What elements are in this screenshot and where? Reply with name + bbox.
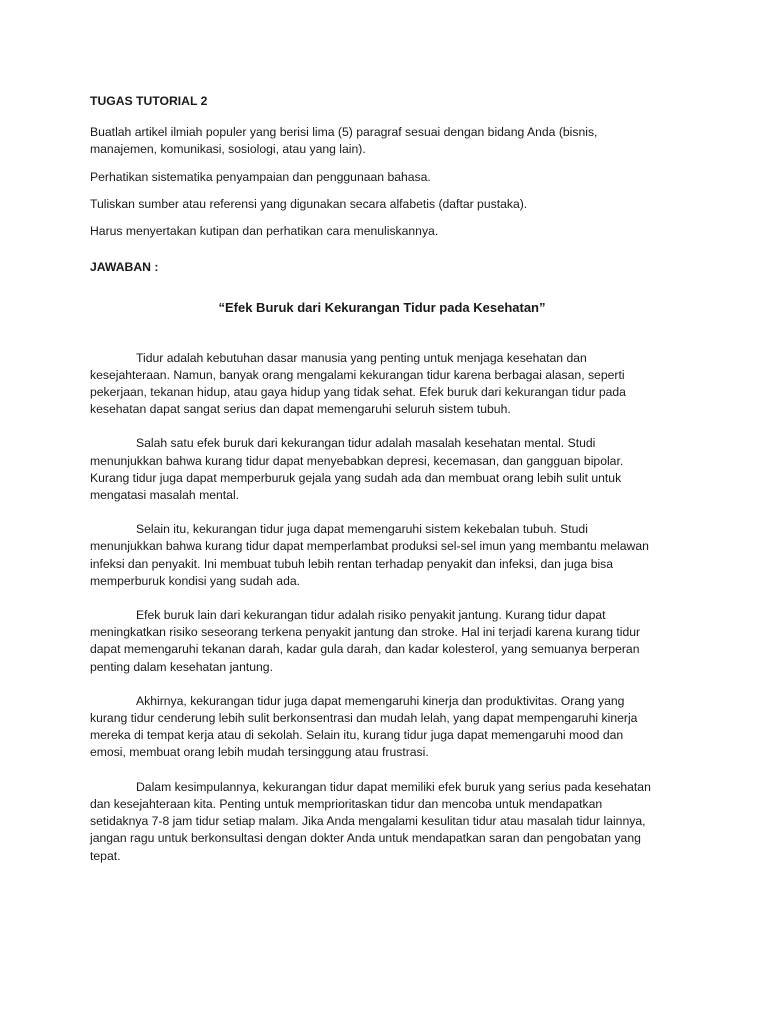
paragraph-line: Selain itu, kekurangan tidur juga dapat memengaruhi sistem kekebalan tubuh. Studi: [136, 522, 588, 537]
instruction-1: [90, 124, 670, 158]
paragraph-line: Salah satu efek buruk dari kekurangan tidur adalah masalah kesehatan mental. Studi: [136, 436, 596, 451]
article-title: “Efek Buruk dari Kekurangan Tidur pada Kesehatan”: [218, 300, 546, 316]
document-page: [90, 93, 670, 882]
article-paragraph-2: [90, 435, 670, 504]
paragraph-line: memperburuk kondisi yang sudah ada.: [90, 573, 301, 588]
instructions: [90, 124, 670, 240]
paragraph-line: jangan ragu untuk berkonsultasi dengan dokter Anda untuk mendapatkan saran dan pengobatan yang: [90, 831, 641, 846]
instruction-1-line-1: Buatlah artikel ilmiah populer yang berisi lima (5) paragraf sesuai dengan bidang Anda (bisnis,: [90, 125, 598, 140]
article-paragraph-6: [90, 779, 670, 865]
paragraph-line: dan kesejahteraan kita. Penting untuk memprioritaskan tidur dan mencoba untuk mendapatkan: [90, 796, 603, 811]
paragraph-line: dapat memengaruhi tekanan darah, kadar gula darah, dan kadar kolesterol, yang semuanya berperan: [90, 642, 640, 657]
paragraph-line: infeksi dan penyakit. Ini membuat tubuh lebih rentan terhadap penyakit dan infeksi, dan juga bisa: [90, 556, 614, 571]
paragraph-line: penting dalam kesehatan jantung.: [90, 659, 273, 674]
instruction-4: Harus menyertakan kutipan dan perhatikan cara menuliskannya.: [90, 224, 439, 239]
paragraph-line: Kurang tidur juga dapat memperburuk gejala yang sudah ada dan membuat orang lebih sulit untuk: [90, 470, 622, 485]
paragraph-line: kesejahteraan. Namun, banyak orang mengalami kekurangan tidur karena berbagai alasan, seperti: [90, 367, 625, 382]
paragraph-line: mereka di tempat kerja atau di sekolah. Selain itu, kurang tidur juga dapat memengaruhi mood dan: [90, 728, 624, 743]
paragraph-line: setidaknya 7-8 jam tidur setiap malam. Jika Anda mengalami kesulitan tidur atau masalah tidur lainnya,: [90, 814, 646, 829]
paragraph-line: Dalam kesimpulannya, kekurangan tidur dapat memiliki efek buruk yang serius pada kesehatan: [136, 779, 651, 794]
paragraph-line: kurang tidur cenderung lebih sulit berkonsentrasi dan mudah lelah, yang dapat mempengaruhi kinerja: [90, 711, 638, 726]
paragraph-line: Tidur adalah kebutuhan dasar manusia yang penting untuk menjaga kesehatan dan: [136, 350, 587, 365]
instruction-1-line-2: manajemen, komunikasi, sosiologi, atau yang lain).: [90, 142, 366, 157]
article-paragraph-3: [90, 521, 670, 590]
instruction-3: Tuliskan sumber atau referensi yang digunakan secara alfabetis (daftar pustaka).: [90, 196, 528, 211]
article-paragraph-4: [90, 607, 670, 676]
article-paragraph-1: [90, 350, 670, 419]
paragraph-line: Efek buruk lain dari kekurangan tidur adalah risiko penyakit jantung. Kurang tidur dapat: [136, 608, 606, 623]
paragraph-line: emosi, membuat orang lebih mudah tersinggung atau frustrasi.: [90, 745, 429, 760]
answer-label: JAWABAN :: [90, 260, 159, 275]
paragraph-line: meningkatkan risiko seseorang terkena penyakit jantung dan stroke. Hal ini terjadi karena kurang tidur: [90, 625, 641, 640]
paragraph-line: mengatasi masalah mental.: [90, 488, 240, 503]
instruction-2: Perhatikan sistematika penyampaian dan penggunaan bahasa.: [90, 169, 431, 184]
article-paragraph-5: [90, 693, 670, 762]
task-title: TUGAS TUTORIAL 2: [90, 94, 208, 108]
paragraph-line: pekerjaan, tekanan hidup, atau gaya hidup yang tidak sehat. Efek buruk dari kekurangan tidur pada: [90, 385, 626, 400]
paragraph-line: menunjukkan bahwa kurang tidur dapat memperlambat produksi sel-sel imun yang membantu melawan: [90, 539, 649, 554]
paragraph-line: tepat.: [90, 848, 121, 863]
paragraph-line: menunjukkan bahwa kurang tidur dapat menyebabkan depresi, kecemasan, dan gangguan bipolar.: [90, 453, 624, 468]
paragraph-line: kesehatan dapat sangat serius dan dapat memengaruhi seluruh sistem tubuh.: [90, 402, 511, 417]
paragraph-line: Akhirnya, kekurangan tidur juga dapat memengaruhi kinerja dan produktivitas. Orang yang: [136, 693, 625, 708]
